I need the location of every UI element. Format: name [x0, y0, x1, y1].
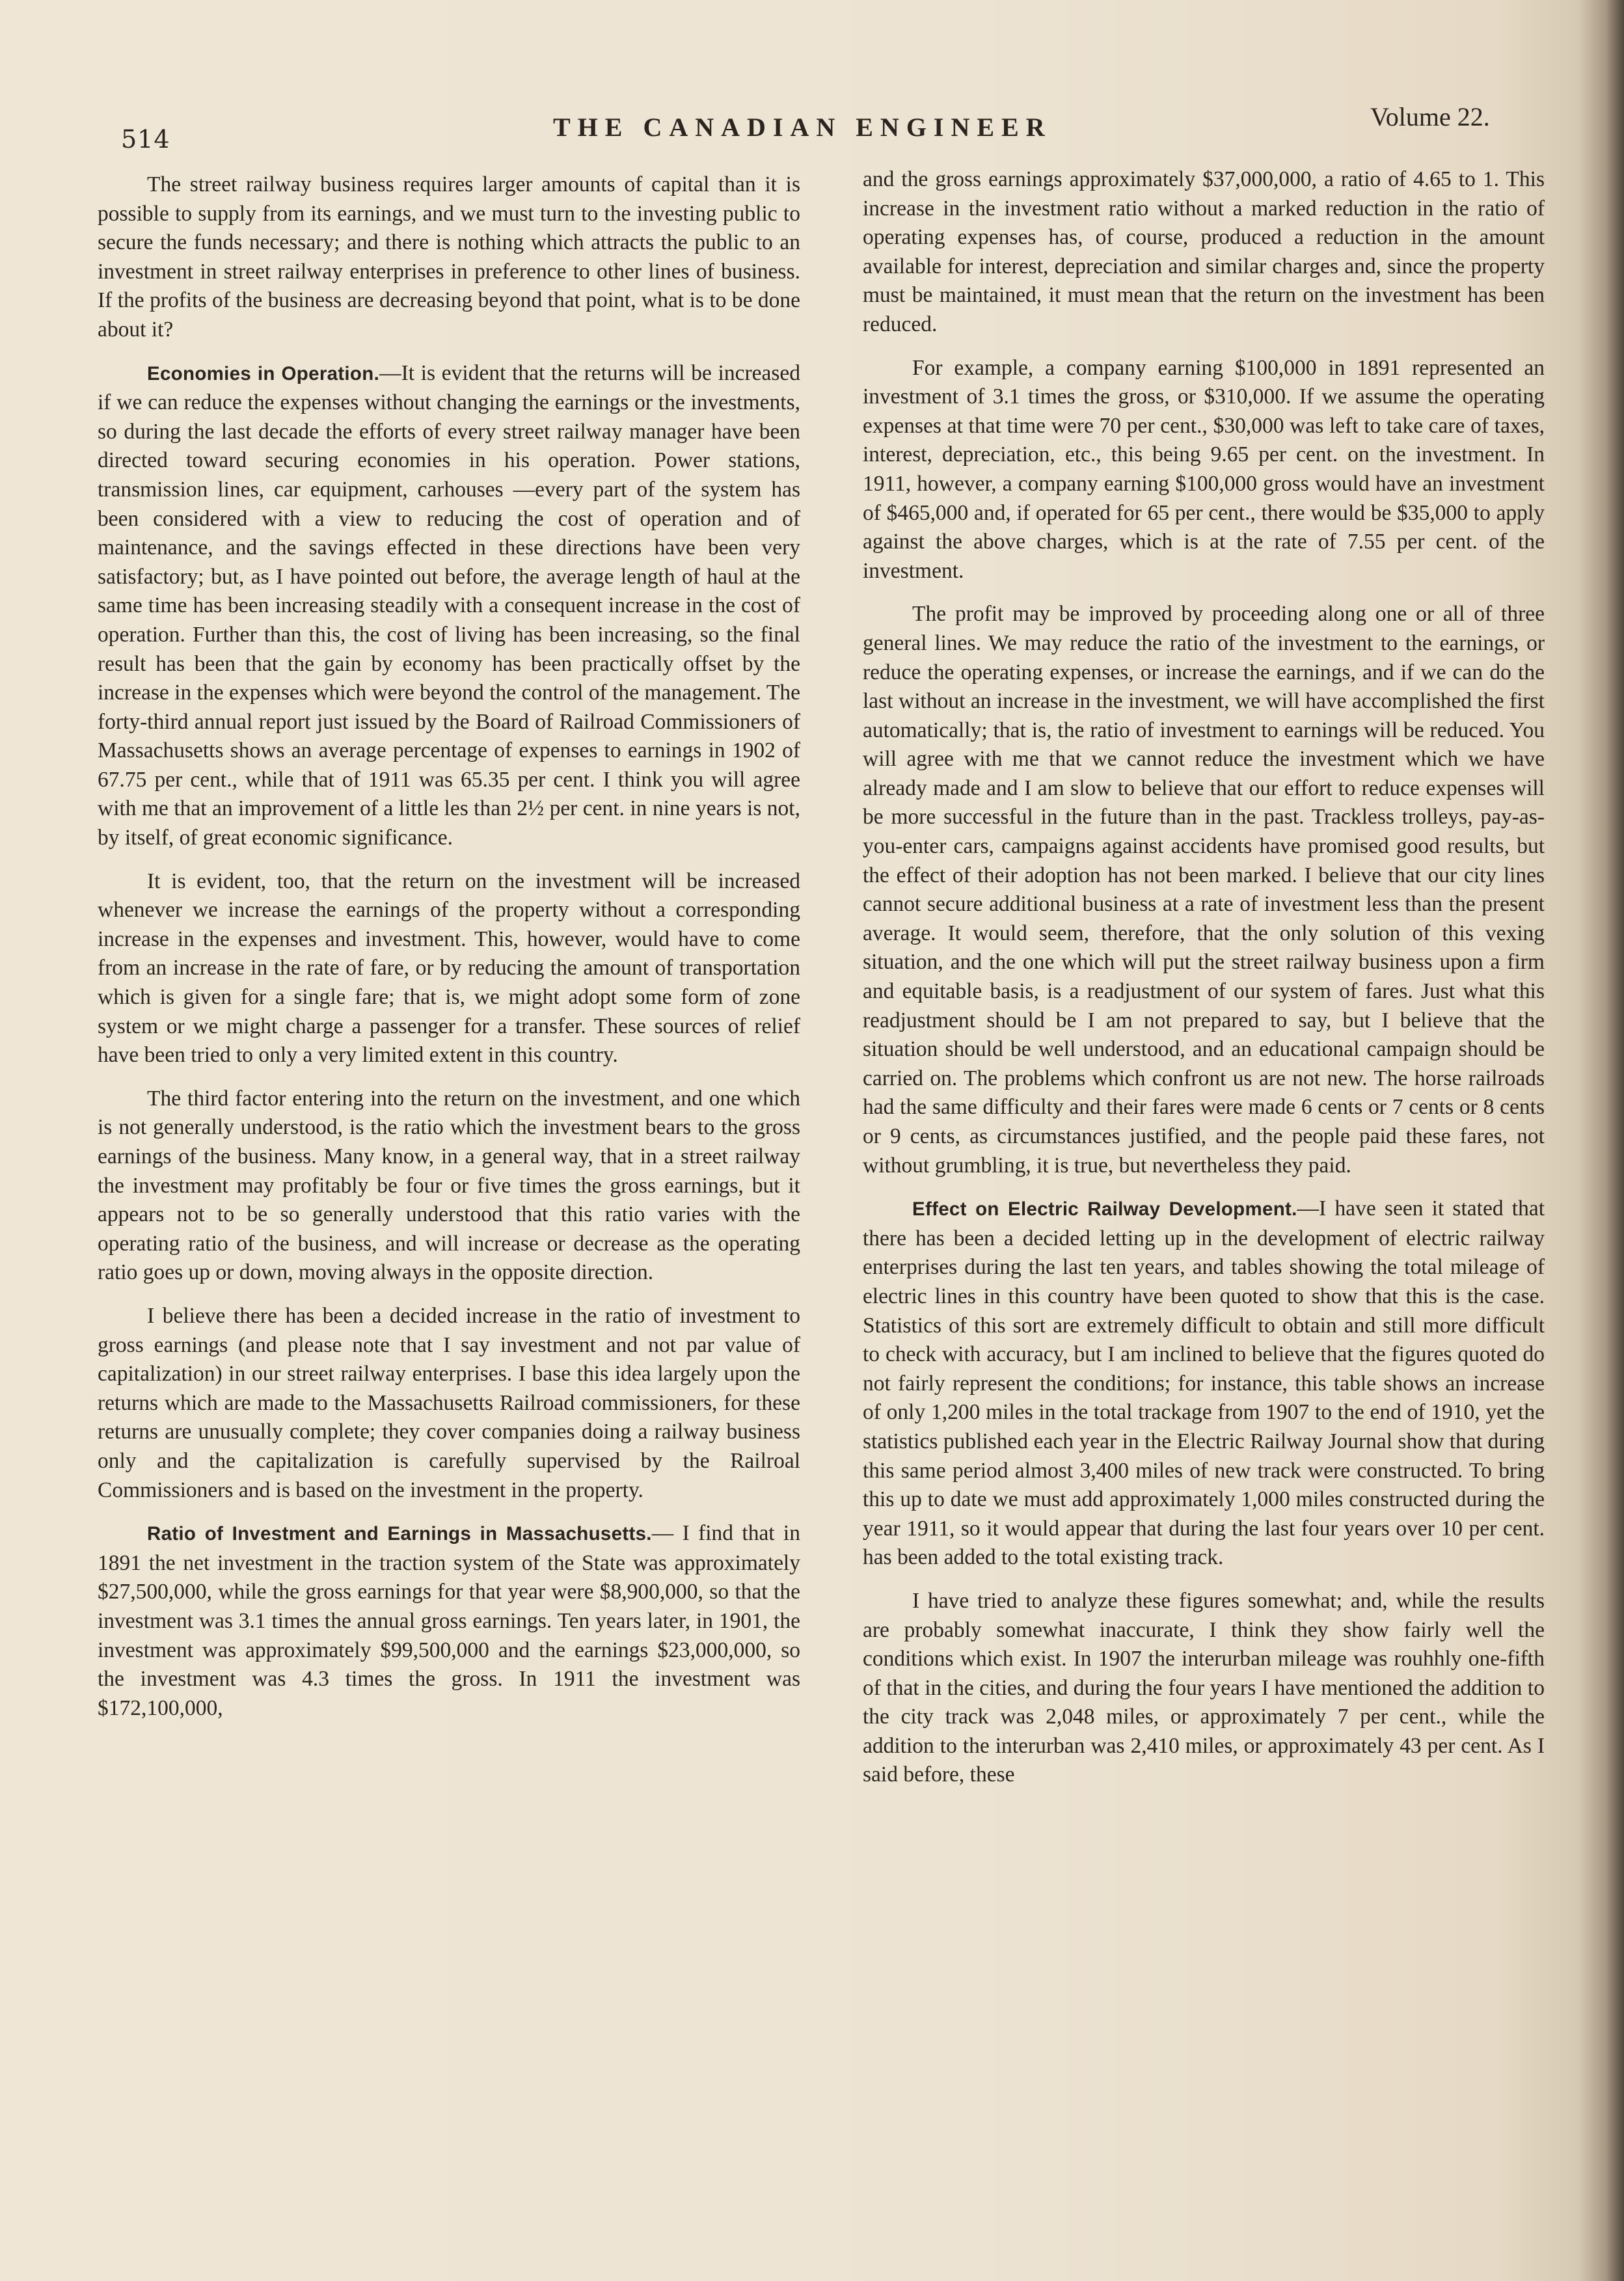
section-heading: Ratio of Investment and Earnings in Massachusetts. [147, 1523, 652, 1545]
paragraph: For example, a company earning $100,000 in 1891 represented an investment of 3.1 times the gross, or $310,000. If we assume the operating expenses at that time were 70 per cent., $30,000 was left to take care of taxes, interest, depreciation, etc., this being 9.65 per cent. on the investment. In 1911, however, a company earning $100,000 gross would have an investment of $465,000 and, if operated for 65 per cent., there would be $35,000 to apply against the above charges, which is at the rate of 7.55 per cent. of the investment. [863, 355, 1545, 583]
paragraph: It is evident, too, that the return on the investment will be increased whenever we increase the earnings of the property without a corresponding increase in the expenses and investment. This, however, would have to come from an increase in the rate of fare, or by reducing the amount of transportation which is given for a single fare; that is, we might adopt some form of zone system or we might charge a passenger for a transfer. These sources of relief have been tried to only a very limited extent in this country. [98, 869, 800, 1068]
page-number: 514 [121, 125, 170, 154]
paragraph-text: —I have seen it stated that there has been a decided letting up in the development of electric railway enterprises during the last ten years, and tables showing the total mileage of electric lines in this country have been quoted to show that this is the case. Statistics of this sort are extremely difficult to obtain and still more difficult to check with accuracy, but I am inclined to believe that the figures quoted do not fairly represent the conditions; for instance, this table shows an increase of only 1,200 miles in the total trackage from 1907 to the end of 1910, yet the statistics published each year in the Electric Railway Journal show that during this same period almost 3,400 miles of new track were constructed. To bring this up to date we must add approximately 1,000 miles constructed during the year 1911, so it would appear that during the last four years over 10 per cent. has been added to the total existing track. [863, 1196, 1545, 1570]
paragraph: The street railway business requires larger amounts of capital than it is possible to supply from its earnings, and we must turn to the investing public to secure the funds necessary; and there is nothing which attracts the public to an investment in street railway enterprises in preference to other lines of business. If the profits of the business are decreasing beyond that point, what is to be done about it? [98, 172, 800, 342]
paragraph: The third factor entering into the return on the investment, and one which is not generally understood, is the ratio which the investment bears to the gross earnings of the business. Many know, in a general way, that in a street railway the investment may profitably be four or five times the gross earnings, but it appears not to be so generally understood that this ratio varies with the operating ratio of the business, and will increase or decrease as the operating ratio goes up or down, moving always in the opposite direction. [98, 1086, 800, 1285]
journal-title: THE CANADIAN ENGINEER [553, 113, 1052, 142]
page-edge-shadow [1578, 0, 1624, 2281]
section-heading: Economies in Operation. [147, 362, 380, 385]
paragraph-text: — I find that in 1891 the net investment in the traction system of the State was approximately $27,500,000, while the gross earnings for that year were $8,900,000, so that the investment was 3.1 times the annual gross earnings. Ten years later, in 1901, the investment was approximately $99,500,000 and the earnings $23,000,000, so the investment was 4.3 times the gross. In 1911 the investment was $172,100,000, [98, 1521, 800, 1720]
paragraph: and the gross earnings approximately $37,000,000, a ratio of 4.65 to 1. This increase in the investment ratio without a marked reduction in the ratio of operating expenses has, of course, produced a reduction in the amount available for interest, depreciation and similar charges and, since the property must be maintained, it must mean that the return on the investment has been reduced. [863, 167, 1545, 336]
paragraph: The profit may be improved by proceeding along one or all of three general lines. We may reduce the ratio of the investment to the earnings, or reduce the operating expenses, or increase the earnings, and if we can do the last without an increase in the investment, we will have accomplished the first automatically; that is, the ratio of investment to earnings will be reduced. You will agree with me that we cannot reduce the investment which we have already made and I am slow to believe that our effort to reduce expenses will be more successful in the future than in the past. Trackless trolleys, pay-as-you-enter cars, campaigns against accidents have promised good results, but the effect of their adoption has not been marked. I believe that our city lines cannot secure additional business at a rate of investment less than the present average. It would seem, therefore, that the only solution of this vexing situation, and the one which will put the street railway business upon a firm and equitable basis, is a readjustment of our system of fares. Just what this readjustment should be I am not prepared to say, but I believe that the situation should be well understood, and an educational campaign should be carried on. The problems which confront us are not new. The horse railroads had the same difficulty and their fares were made 6 cents or 7 cents or 8 cents or 9 cents, as circumstances justified, and the people paid these fares, not without grumbling, it is true, but nevertheless they paid. [863, 602, 1545, 1178]
left-column [98, 170, 800, 1737]
paragraph: I have tried to analyze these figures somewhat; and, while the results are probably somewhat inaccurate, I think they show fairly well the conditions which exist. In 1907 the interurban mileage was rouhhly one-fifth of that in the cities, and during the four years I have mentioned the addition to the city track was 2,048 miles, or approximately 7 per cent., while the addition to the interurban was 2,410 miles, or approximately 43 per cent. As I said before, these [863, 1588, 1545, 1787]
paragraph [863, 1194, 1545, 1572]
paragraph [98, 1519, 800, 1723]
paragraph [98, 359, 800, 853]
right-column [863, 165, 1545, 1804]
paragraph-text: —It is evident that the returns will be increased if we can reduce the expenses without changing the earnings or the investments, so during the last decade the efforts of every street railway manager have been directed toward securing economies in his operation. Power stations, transmission lines, car equipment, carhouses —every part of the system has been considered with a view to reducing the cost of operation and of maintenance, and the savings effected in these directions have been very satisfactory; but, as I have pointed out before, the average length of haul at the same time has been increasing steadily with a consequent increase in the cost of operation. Further than this, the cost of living has been increasing, so the final result has been that the gain by economy has been practically offset by the increase in the expenses which were beyond the control of the management. The forty-third annual report just issued by the Board of Railroad Commissioners of Massachusetts shows an average percentage of expenses to earnings in 1902 of 67.75 per cent., while that of 1911 was 65.35 per cent. I think you will agree with me that an improvement of a little les than 2½ per cent. in nine years is not, by itself, of great economic significance. [98, 360, 800, 850]
paragraph: I believe there has been a decided increase in the ratio of investment to gross earnings (and please note that I say investment and not par value of capitalization) in our street railway enterprises. I base this idea largely upon the returns which are made to the Massachusetts Railroad commissioners, for these returns are unusually complete; they cover companies doing a railway business only and the capitalization is carefully supervised by the Railroal Commissioners and is based on the investment in the property. [98, 1303, 800, 1502]
section-heading: Effect on Electric Railway Development. [912, 1198, 1297, 1221]
volume-label: Volume 22. [1370, 102, 1490, 131]
